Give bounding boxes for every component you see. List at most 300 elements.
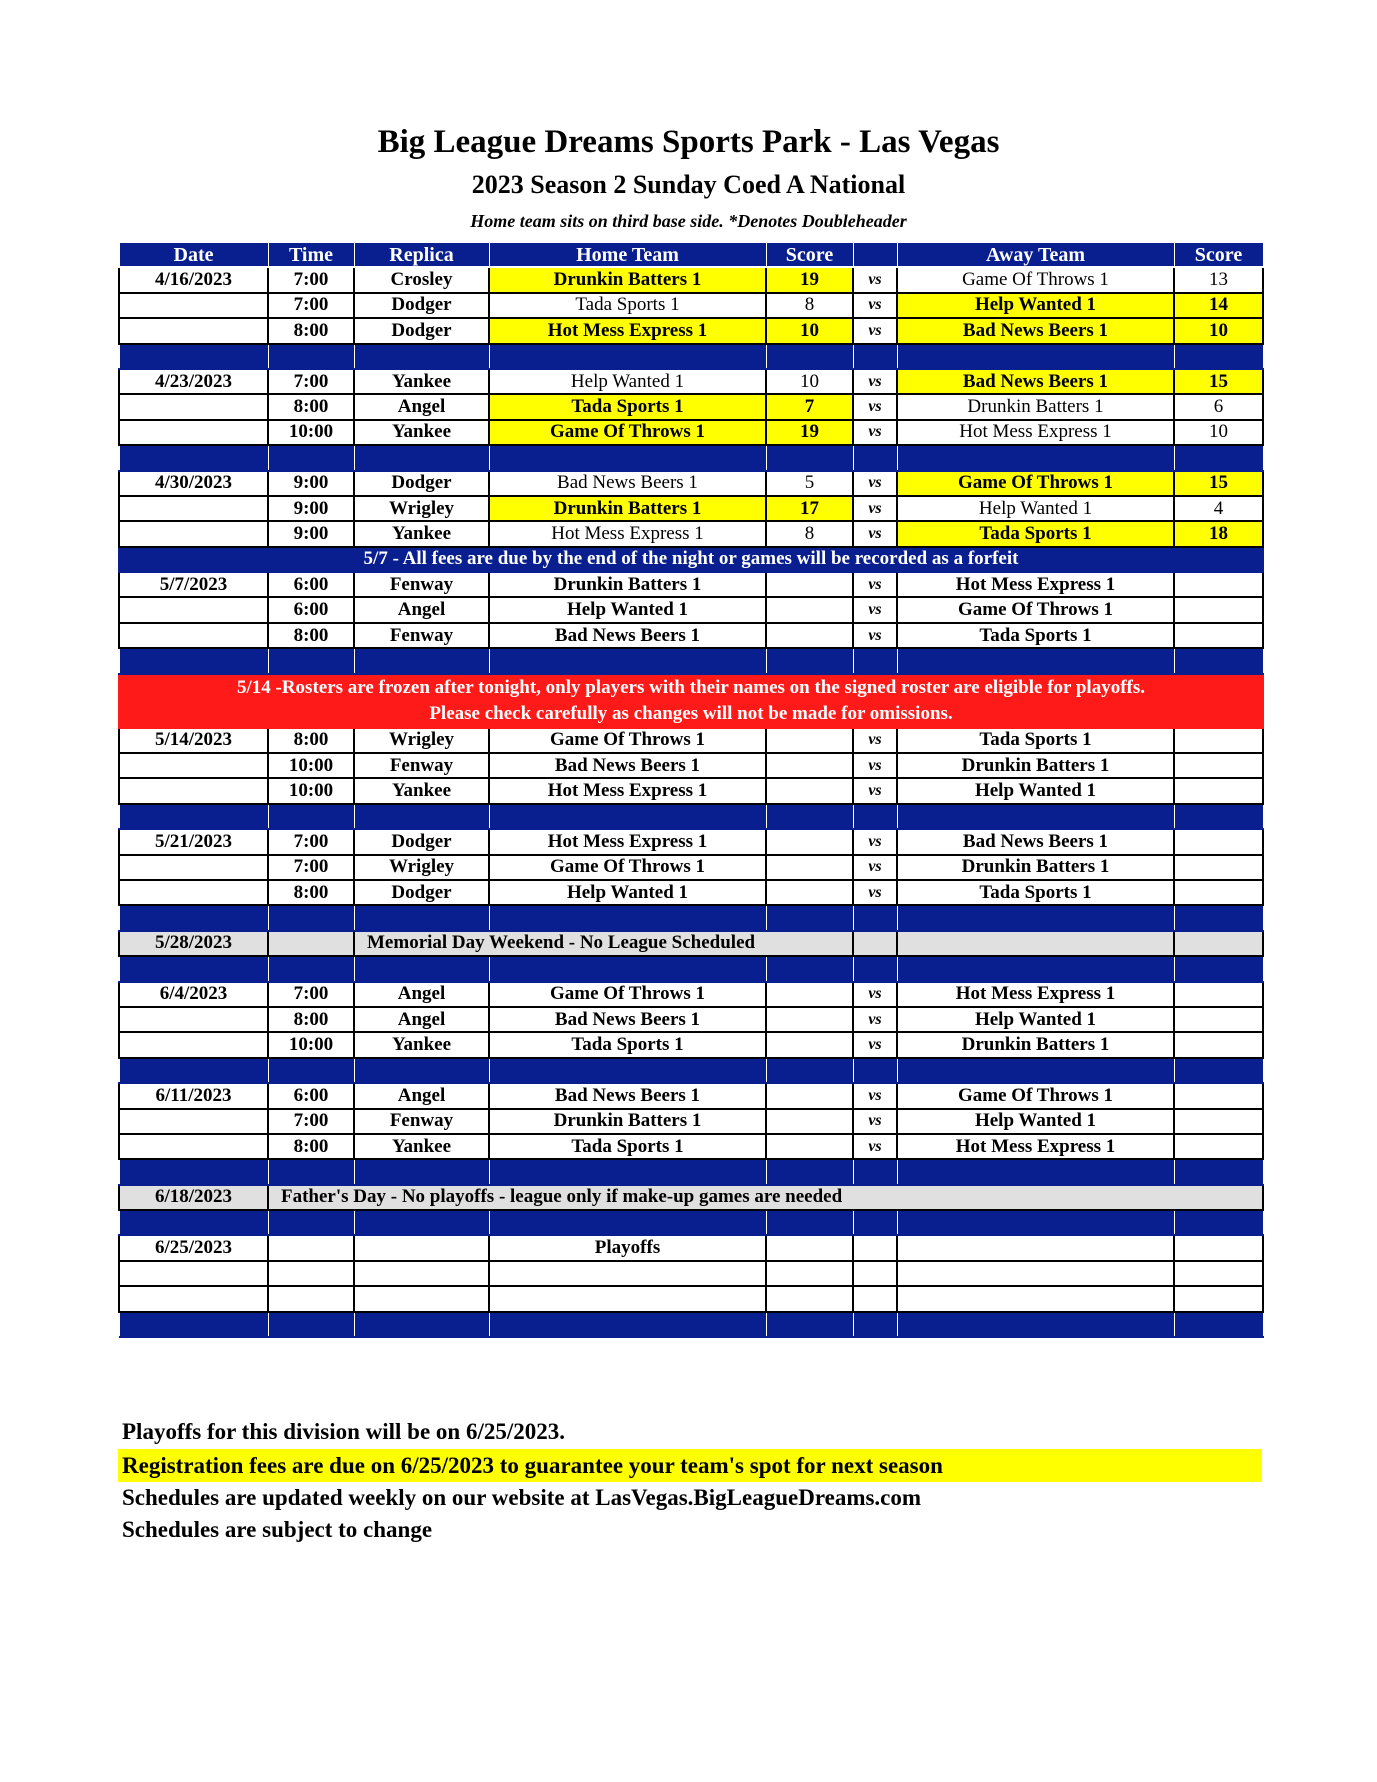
vs-label: vs <box>853 293 897 318</box>
separator-cell <box>897 648 1174 673</box>
home-team: Bad News Beers 1 <box>489 1083 766 1108</box>
separator-cell <box>489 1312 766 1337</box>
vs-label: vs <box>853 471 897 496</box>
game-field: Dodger <box>354 471 489 496</box>
game-time: 6:00 <box>268 1083 354 1108</box>
away-score <box>1174 597 1263 622</box>
home-team: Tada Sports 1 <box>489 394 766 419</box>
separator-cell <box>1174 956 1263 981</box>
table-cell <box>354 1235 489 1260</box>
game-date <box>119 496 268 521</box>
empty-row <box>119 1261 1263 1286</box>
home-score: 17 <box>766 496 853 521</box>
vs-label: vs <box>853 855 897 880</box>
home-score <box>766 1007 853 1032</box>
table-cell <box>268 931 354 956</box>
table-cell <box>853 1286 897 1311</box>
away-score <box>1174 982 1263 1007</box>
separator-cell <box>766 1312 853 1337</box>
game-field: Wrigley <box>354 855 489 880</box>
vs-label: vs <box>853 623 897 648</box>
game-date: 4/16/2023 <box>119 267 268 292</box>
separator-cell <box>1174 344 1263 369</box>
away-team: Hot Mess Express 1 <box>897 420 1174 445</box>
game-date <box>119 1134 268 1159</box>
home-score <box>766 829 853 854</box>
game-row <box>119 1109 1263 1134</box>
separator-cell <box>489 648 766 673</box>
separator-cell <box>268 905 354 930</box>
home-team: Game Of Throws 1 <box>489 728 766 753</box>
separator-cell <box>1174 804 1263 829</box>
separator-cell <box>119 804 268 829</box>
separator-cell <box>1174 1159 1263 1184</box>
away-team: Help Wanted 1 <box>897 293 1174 318</box>
game-row <box>119 982 1263 1007</box>
game-date <box>119 623 268 648</box>
away-team: Drunkin Batters 1 <box>897 855 1174 880</box>
separator-cell <box>268 1159 354 1184</box>
table-cell <box>766 1261 853 1286</box>
away-score: 15 <box>1174 369 1263 394</box>
game-row <box>119 496 1263 521</box>
away-team: Hot Mess Express 1 <box>897 1134 1174 1159</box>
home-score <box>766 753 853 778</box>
home-team: Help Wanted 1 <box>489 369 766 394</box>
away-score: 13 <box>1174 267 1263 292</box>
separator-row <box>119 648 1263 673</box>
game-row <box>119 728 1263 753</box>
game-date <box>119 394 268 419</box>
home-team: Tada Sports 1 <box>489 1032 766 1057</box>
home-team: Bad News Beers 1 <box>489 1007 766 1032</box>
table-cell <box>1174 931 1263 956</box>
separator-cell <box>119 1159 268 1184</box>
separator-cell <box>119 905 268 930</box>
separator-cell <box>766 956 853 981</box>
away-team: Game Of Throws 1 <box>897 471 1174 496</box>
game-date <box>119 597 268 622</box>
home-team: Hot Mess Express 1 <box>489 521 766 546</box>
separator-cell <box>766 905 853 930</box>
game-row <box>119 1007 1263 1032</box>
separator-cell <box>1174 445 1263 470</box>
home-score <box>766 982 853 1007</box>
separator-cell <box>354 956 489 981</box>
home-team: Bad News Beers 1 <box>489 623 766 648</box>
away-team: Hot Mess Express 1 <box>897 572 1174 597</box>
separator-cell <box>853 1210 897 1235</box>
game-time: 7:00 <box>268 369 354 394</box>
game-time: 7:00 <box>268 855 354 880</box>
column-header: Date <box>119 242 268 267</box>
away-score <box>1174 1032 1263 1057</box>
game-date <box>119 1007 268 1032</box>
away-team: Tada Sports 1 <box>897 521 1174 546</box>
game-row <box>119 572 1263 597</box>
separator-cell <box>489 1159 766 1184</box>
vs-label: vs <box>853 1007 897 1032</box>
home-score: 5 <box>766 471 853 496</box>
separator-cell <box>897 1312 1174 1337</box>
away-score <box>1174 753 1263 778</box>
separator-row <box>119 956 1263 981</box>
home-score <box>766 778 853 803</box>
game-time: 10:00 <box>268 778 354 803</box>
away-team: Drunkin Batters 1 <box>897 394 1174 419</box>
game-time: 9:00 <box>268 471 354 496</box>
game-field: Fenway <box>354 1109 489 1134</box>
separator-cell <box>897 1058 1174 1083</box>
away-score <box>1174 1007 1263 1032</box>
game-date: 5/7/2023 <box>119 572 268 597</box>
playoffs-row <box>119 1235 1263 1260</box>
game-row <box>119 293 1263 318</box>
away-team: Help Wanted 1 <box>897 1007 1174 1032</box>
separator-cell <box>268 1210 354 1235</box>
game-field: Yankee <box>354 420 489 445</box>
home-team: Game Of Throws 1 <box>489 982 766 1007</box>
separator-cell <box>766 1159 853 1184</box>
table-cell <box>489 1261 766 1286</box>
away-score: 18 <box>1174 521 1263 546</box>
separator-cell <box>489 1058 766 1083</box>
home-team: Drunkin Batters 1 <box>489 1109 766 1134</box>
home-score <box>766 855 853 880</box>
away-score <box>1174 1109 1263 1134</box>
home-score: 19 <box>766 267 853 292</box>
game-field: Angel <box>354 1083 489 1108</box>
separator-cell <box>489 905 766 930</box>
game-date <box>119 855 268 880</box>
table-cell <box>1174 1235 1263 1260</box>
home-team: Tada Sports 1 <box>489 293 766 318</box>
home-score <box>766 597 853 622</box>
away-team: Game Of Throws 1 <box>897 267 1174 292</box>
game-row <box>119 623 1263 648</box>
table-cell <box>268 1286 354 1311</box>
game-time: 8:00 <box>268 1134 354 1159</box>
game-field: Fenway <box>354 753 489 778</box>
game-field: Yankee <box>354 1134 489 1159</box>
vs-label: vs <box>853 521 897 546</box>
roster-notice-row <box>119 674 1263 728</box>
home-score <box>766 1109 853 1134</box>
separator-cell <box>1174 1058 1263 1083</box>
separator-cell <box>897 344 1174 369</box>
separator-cell <box>354 1159 489 1184</box>
memorial-date: 5/28/2023 <box>119 931 268 956</box>
vs-label: vs <box>853 394 897 419</box>
game-date <box>119 1032 268 1057</box>
game-field: Dodger <box>354 880 489 905</box>
away-score: 10 <box>1174 420 1263 445</box>
game-time: 8:00 <box>268 880 354 905</box>
separator-cell <box>268 445 354 470</box>
vs-label: vs <box>853 1109 897 1134</box>
table-cell <box>268 1261 354 1286</box>
game-time: 7:00 <box>268 829 354 854</box>
separator-cell <box>1174 905 1263 930</box>
game-row <box>119 471 1263 496</box>
separator-cell <box>853 648 897 673</box>
game-field: Wrigley <box>354 496 489 521</box>
game-row <box>119 753 1263 778</box>
game-date: 5/21/2023 <box>119 829 268 854</box>
vs-label: vs <box>853 597 897 622</box>
separator-row <box>119 804 1263 829</box>
separator-cell <box>489 956 766 981</box>
game-time: 10:00 <box>268 420 354 445</box>
game-time: 7:00 <box>268 267 354 292</box>
game-field: Wrigley <box>354 728 489 753</box>
column-header: Home Team <box>489 242 766 267</box>
separator-cell <box>119 1058 268 1083</box>
game-date: 4/23/2023 <box>119 369 268 394</box>
separator-cell <box>766 1058 853 1083</box>
vs-label: vs <box>853 420 897 445</box>
away-score: 10 <box>1174 318 1263 343</box>
separator-cell <box>268 956 354 981</box>
home-team: Hot Mess Express 1 <box>489 778 766 803</box>
home-team: Drunkin Batters 1 <box>489 496 766 521</box>
separator-cell <box>119 1312 268 1337</box>
game-date: 6/4/2023 <box>119 982 268 1007</box>
away-team: Game Of Throws 1 <box>897 1083 1174 1108</box>
separator-cell <box>489 804 766 829</box>
away-team: Hot Mess Express 1 <box>897 982 1174 1007</box>
separator-cell <box>853 905 897 930</box>
away-team: Tada Sports 1 <box>897 880 1174 905</box>
separator-cell <box>119 1210 268 1235</box>
separator-cell <box>354 1210 489 1235</box>
vs-label: vs <box>853 496 897 521</box>
home-team: Tada Sports 1 <box>489 1134 766 1159</box>
footer-playoffs-line: Playoffs for this division will be on 6/25/2023. <box>122 1419 566 1444</box>
game-field: Angel <box>354 394 489 419</box>
table-cell <box>766 1235 853 1260</box>
fathers-date: 6/18/2023 <box>119 1185 268 1210</box>
home-score <box>766 1134 853 1159</box>
away-team: Bad News Beers 1 <box>897 369 1174 394</box>
separator-cell <box>268 1058 354 1083</box>
game-field: Dodger <box>354 318 489 343</box>
separator-cell <box>853 1312 897 1337</box>
column-header: Replica <box>354 242 489 267</box>
game-time: 9:00 <box>268 521 354 546</box>
game-time: 10:00 <box>268 753 354 778</box>
game-time: 9:00 <box>268 496 354 521</box>
home-team: Bad News Beers 1 <box>489 471 766 496</box>
game-field: Yankee <box>354 521 489 546</box>
game-row <box>119 318 1263 343</box>
separator-cell <box>354 1312 489 1337</box>
separator-cell <box>897 1159 1174 1184</box>
away-score <box>1174 855 1263 880</box>
home-score: 8 <box>766 293 853 318</box>
game-time: 6:00 <box>268 572 354 597</box>
game-date <box>119 420 268 445</box>
game-time: 8:00 <box>268 1007 354 1032</box>
fees-notice: 5/7 - All fees are due by the end of the night or games will be recorded as a forfeit <box>119 547 1263 572</box>
page-title: Big League Dreams Sports Park - Las Vegas <box>377 124 1000 160</box>
separator-cell <box>766 648 853 673</box>
table-cell <box>897 931 1174 956</box>
home-team: Hot Mess Express 1 <box>489 318 766 343</box>
home-score <box>766 572 853 597</box>
game-field: Dodger <box>354 829 489 854</box>
game-field: Yankee <box>354 1032 489 1057</box>
home-team: Bad News Beers 1 <box>489 753 766 778</box>
empty-row <box>119 1286 1263 1311</box>
away-team: Bad News Beers 1 <box>897 318 1174 343</box>
home-score: 7 <box>766 394 853 419</box>
table-cell <box>897 1261 1174 1286</box>
home-score <box>766 623 853 648</box>
home-score <box>766 1083 853 1108</box>
away-score <box>1174 572 1263 597</box>
game-field: Yankee <box>354 778 489 803</box>
separator-cell <box>853 1159 897 1184</box>
game-row <box>119 1032 1263 1057</box>
separator-cell <box>1174 1312 1263 1337</box>
game-row <box>119 778 1263 803</box>
game-time: 8:00 <box>268 318 354 343</box>
home-team: Game Of Throws 1 <box>489 855 766 880</box>
game-date: 5/14/2023 <box>119 728 268 753</box>
header-row <box>119 242 1263 267</box>
away-team: Tada Sports 1 <box>897 728 1174 753</box>
home-team: Hot Mess Express 1 <box>489 829 766 854</box>
game-row <box>119 267 1263 292</box>
home-score <box>766 880 853 905</box>
separator-row <box>119 445 1263 470</box>
home-score: 10 <box>766 318 853 343</box>
game-row <box>119 1083 1263 1108</box>
schedule-table <box>118 241 1264 1338</box>
separator-cell <box>268 1312 354 1337</box>
away-score <box>1174 829 1263 854</box>
vs-label: vs <box>853 369 897 394</box>
separator-cell <box>268 804 354 829</box>
playoffs-date: 6/25/2023 <box>119 1235 268 1260</box>
vs-label: vs <box>853 267 897 292</box>
game-time: 8:00 <box>268 728 354 753</box>
table-cell <box>268 1235 354 1260</box>
table-cell <box>853 1261 897 1286</box>
game-date <box>119 521 268 546</box>
roster-notice-line2: Please check carefully as changes will not be made for omissions. <box>429 702 953 724</box>
game-row <box>119 597 1263 622</box>
separator-cell <box>489 445 766 470</box>
home-team: Drunkin Batters 1 <box>489 267 766 292</box>
away-team: Help Wanted 1 <box>897 1109 1174 1134</box>
away-score <box>1174 778 1263 803</box>
separator-cell <box>354 344 489 369</box>
game-row <box>119 521 1263 546</box>
game-row <box>119 394 1263 419</box>
fathers-text: Father's Day - No playoffs - league only if make-up games are needed <box>268 1185 1263 1210</box>
home-score: 19 <box>766 420 853 445</box>
footer-registration-line: Registration fees are due on 6/25/2023 to guarantee your team's spot for next season <box>118 1449 1262 1482</box>
game-time: 7:00 <box>268 1109 354 1134</box>
separator-cell <box>119 648 268 673</box>
game-time: 8:00 <box>268 623 354 648</box>
table-cell <box>354 1286 489 1311</box>
game-field: Yankee <box>354 369 489 394</box>
separator-cell <box>354 905 489 930</box>
memorial-text: Memorial Day Weekend - No League Scheduled <box>354 931 853 956</box>
separator-cell <box>119 445 268 470</box>
away-score <box>1174 1134 1263 1159</box>
separator-cell <box>853 804 897 829</box>
column-header: Away Team <box>897 242 1174 267</box>
vs-label: vs <box>853 572 897 597</box>
table-cell <box>897 1286 1174 1311</box>
game-field: Angel <box>354 597 489 622</box>
separator-row <box>119 1210 1263 1235</box>
separator-row <box>119 1058 1263 1083</box>
vs-label: vs <box>853 753 897 778</box>
away-score <box>1174 1083 1263 1108</box>
game-field: Dodger <box>354 293 489 318</box>
table-cell <box>853 1235 897 1260</box>
separator-cell <box>897 905 1174 930</box>
home-score <box>766 1032 853 1057</box>
separator-cell <box>766 1210 853 1235</box>
separator-cell <box>268 344 354 369</box>
home-score: 8 <box>766 521 853 546</box>
away-score <box>1174 880 1263 905</box>
game-time: 8:00 <box>268 394 354 419</box>
game-time: 7:00 <box>268 982 354 1007</box>
game-date <box>119 880 268 905</box>
game-date <box>119 1109 268 1134</box>
game-date <box>119 318 268 343</box>
game-time: 6:00 <box>268 597 354 622</box>
separator-cell <box>489 344 766 369</box>
home-team-note: Home team sits on third base side. *Denotes Doubleheader <box>470 211 907 231</box>
separator-cell <box>897 956 1174 981</box>
column-header: Time <box>268 242 354 267</box>
playoffs-label: Playoffs <box>489 1235 766 1260</box>
game-row <box>119 420 1263 445</box>
vs-label: vs <box>853 728 897 753</box>
table-cell <box>897 1235 1174 1260</box>
separator-cell <box>766 445 853 470</box>
memorial-day-row <box>119 931 1263 956</box>
separator-row <box>119 1159 1263 1184</box>
roster-notice <box>119 674 1263 728</box>
away-team: Tada Sports 1 <box>897 623 1174 648</box>
separator-cell <box>766 804 853 829</box>
separator-cell <box>853 344 897 369</box>
separator-cell <box>489 1210 766 1235</box>
vs-label: vs <box>853 1083 897 1108</box>
separator-cell <box>119 344 268 369</box>
separator-cell <box>897 445 1174 470</box>
vs-label: vs <box>853 829 897 854</box>
separator-cell <box>853 956 897 981</box>
table-cell <box>853 931 897 956</box>
separator-cell <box>119 956 268 981</box>
game-row <box>119 369 1263 394</box>
table-cell <box>1174 1261 1263 1286</box>
vs-label: vs <box>853 1032 897 1057</box>
separator-cell <box>354 804 489 829</box>
separator-cell <box>354 1058 489 1083</box>
game-date <box>119 293 268 318</box>
